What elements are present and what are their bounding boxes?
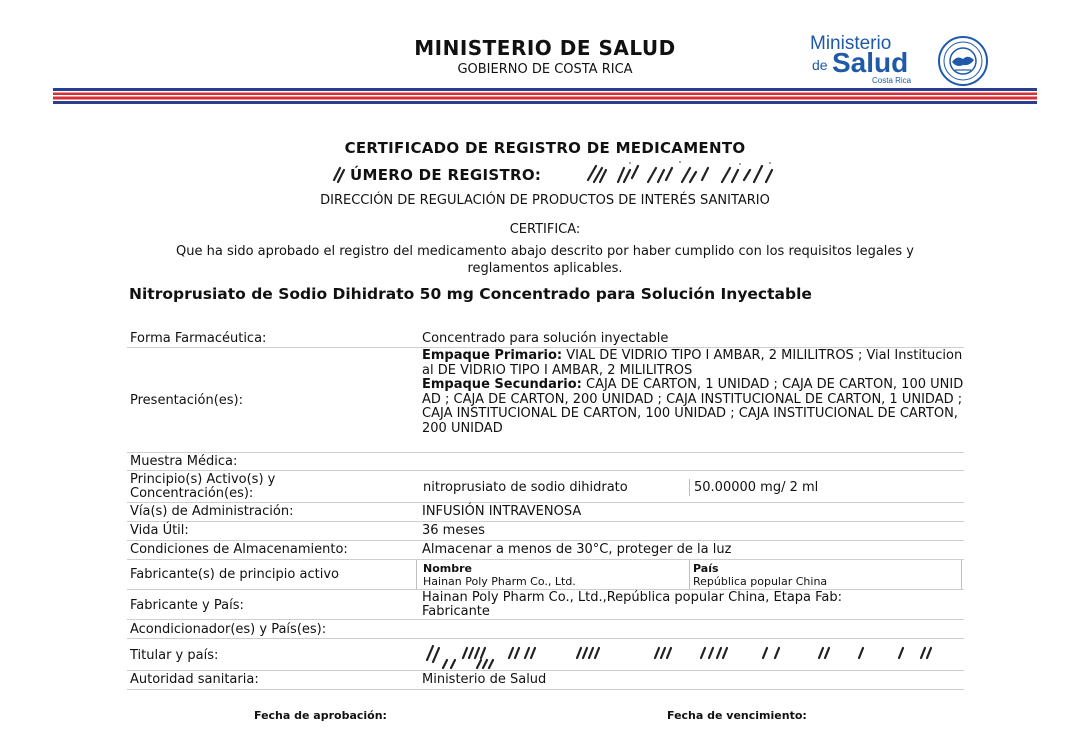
empaque-primario-value: VIAL DE VIDRIO TIPO I AMBAR, 2 MILILITROS ; Vial Institucional DE VIDRIO TIPO I AMBAR, 2 MILILITROS	[422, 348, 963, 378]
label-principio-activo-1: Principio(s) Activo(s) y	[130, 472, 276, 487]
redaction-scribble-icon	[417, 640, 957, 670]
label-principio-activo-2: Concentración(es):	[130, 486, 254, 501]
approval-statement: Que ha sido aprobado el registro del medicamento abajo descrito por haber cumplido con los requisitos legales y reglamentos aplicables.	[176, 244, 914, 276]
label-via-administracion: Vía(s) de Administración:	[130, 504, 294, 519]
registration-number-label: ÚMERO DE REGISTRO:	[350, 166, 542, 184]
regulatory-direction: DIRECCIÓN DE REGULACIÓN DE PRODUCTOS DE INTERÉS SANITARIO	[320, 193, 770, 208]
row-fabricante-principio	[127, 560, 964, 590]
fabricante-nombre-value: Hainan Poly Pharm Co., Ltd.	[423, 575, 576, 588]
logo-text-salud: Salud	[832, 47, 909, 78]
label-presentacion: Presentación(es):	[130, 393, 243, 408]
empaque-primario-label: Empaque Primario:	[422, 348, 563, 363]
value-fabricante-pais-2: Fabricante	[422, 604, 490, 619]
value-via-administracion: INFUSIÓN INTRAVENOSA	[422, 504, 582, 519]
ministry-logo	[810, 33, 1010, 88]
certificate-title: CERTIFICADO DE REGISTRO DE MEDICAMENTO	[344, 139, 746, 157]
fabricante-pais-header: País	[693, 562, 719, 575]
cell-divider	[689, 479, 690, 496]
value-autoridad: Ministerio de Salud	[422, 672, 547, 687]
row-forma-farmaceutica	[127, 329, 964, 348]
label-autoridad: Autoridad sanitaria:	[130, 672, 259, 687]
medicine-name: Nitroprusiato de Sodio Dihidrato 50 mg Concentrado para Solución Inyectable	[129, 285, 812, 303]
value-fabricante-pais-1: Hainan Poly Pharm Co., Ltd.,República popular China, Etapa Fab:	[422, 590, 843, 605]
label-almacenamiento: Condiciones de Almacenamiento:	[130, 542, 348, 557]
value-almacenamiento: Almacenar a menos de 30°C, proteger de la luz	[422, 542, 732, 557]
row-presentacion	[127, 348, 964, 453]
row-via-administracion	[127, 503, 964, 522]
fecha-vencimiento-label: Fecha de vencimiento:	[667, 709, 807, 722]
value-vida-util: 36 meses	[422, 523, 485, 538]
certifica-heading: CERTIFICA:	[509, 222, 581, 237]
cell-divider	[416, 560, 417, 589]
row-autoridad	[127, 671, 964, 690]
row-muestra-medica	[127, 453, 964, 471]
costa-rica-flag-band	[53, 88, 1037, 105]
empaque-secundario-value: CAJA DE CARTON, 1 UNIDAD ; CAJA DE CARTON, 100 UNIDAD ; CAJA DE CARTON, 200 UNIDAD ; CAJA INSTITUCIONAL DE CARTON, 1 UNIDAD ; CAJA INSTITUCIONAL DE CARTON, 100 UNIDAD ; CAJA INSTITUCIONAL DE CARTON, 200 UNIDAD	[422, 377, 964, 436]
value-principio-concentration: 50.00000 mg/ 2 ml	[694, 480, 819, 495]
value-forma-farmaceutica: Concentrado para solución inyectable	[422, 331, 669, 346]
row-titular	[127, 639, 964, 671]
fabricante-nombre-header: Nombre	[423, 562, 472, 575]
cell-divider	[689, 560, 690, 589]
logo-text-ministerio: Ministerio	[810, 33, 892, 54]
label-titular: Titular y país:	[130, 648, 219, 663]
empaque-secundario-label: Empaque Secundario:	[422, 377, 582, 392]
ministry-title: MINISTERIO DE SALUD	[414, 36, 676, 60]
value-presentacion	[422, 349, 967, 436]
value-principio-name: nitroprusiato de sodio dihidrato	[423, 480, 628, 495]
label-forma-farmaceutica: Forma Farmacéutica:	[130, 331, 267, 346]
cell-divider	[961, 560, 962, 589]
government-subtitle: GOBIERNO DE COSTA RICA	[457, 62, 633, 77]
label-vida-util: Vida Útil:	[130, 523, 189, 538]
logo-text-costa-rica: Costa Rica	[872, 76, 912, 85]
label-muestra-medica: Muestra Médica:	[130, 454, 238, 469]
seal-icon	[937, 35, 989, 87]
fabricante-pais-value: República popular China	[693, 575, 828, 588]
row-almacenamiento	[127, 541, 964, 560]
label-fabricante-pais: Fabricante y País:	[130, 598, 244, 613]
row-principio-activo	[127, 471, 964, 503]
row-acondicionador	[127, 620, 964, 639]
logo-text-de: de	[812, 57, 828, 73]
label-acondicionador: Acondicionador(es) y País(es):	[130, 622, 327, 637]
row-fabricante-pais	[127, 590, 964, 620]
label-fabricante-principio: Fabricante(s) de principio activo	[130, 567, 339, 582]
fecha-aprobacion-label: Fecha de aprobación:	[254, 709, 387, 722]
row-vida-util	[127, 522, 964, 541]
